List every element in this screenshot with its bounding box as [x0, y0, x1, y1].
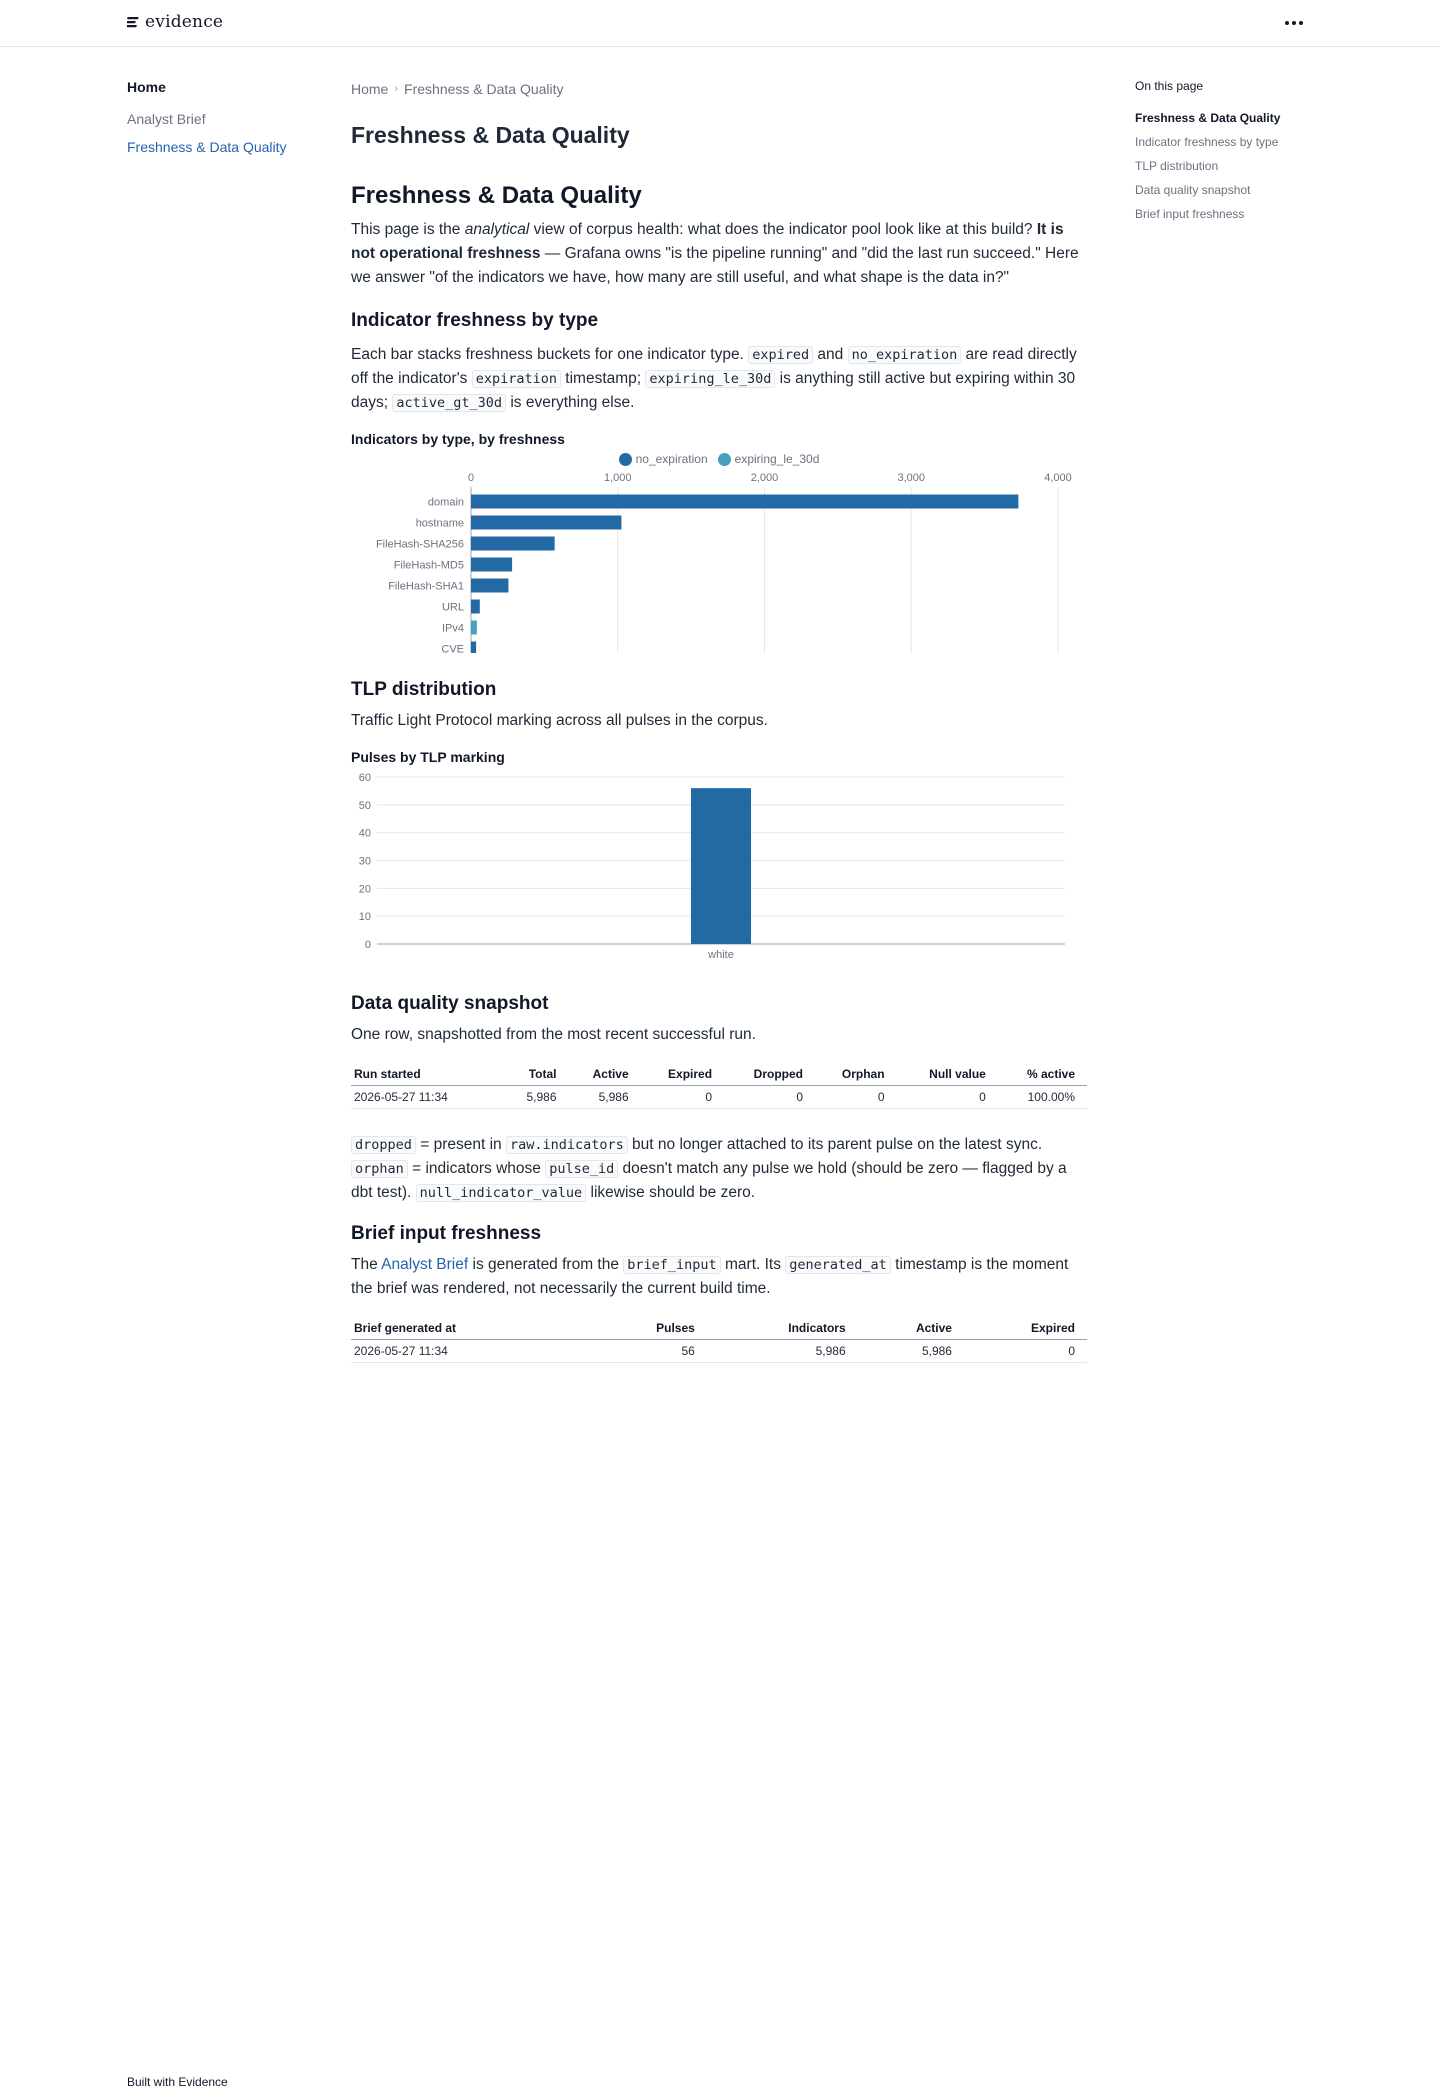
- code-orphan: orphan: [351, 1160, 408, 1178]
- bar-segment: [471, 600, 480, 614]
- intro-heading: Freshness & Data Quality: [351, 182, 642, 209]
- y-tick-label: 20: [358, 883, 371, 896]
- x-tick-label: 0: [467, 472, 475, 484]
- freshness-chart-title: Indicators by type, by freshness: [351, 431, 565, 447]
- code-expiring-le-30d: expiring_le_30d: [645, 370, 775, 388]
- y-tick-label: FileHash-SHA256: [375, 538, 464, 551]
- sidebar-item-analyst-brief[interactable]: Analyst Brief: [127, 111, 206, 127]
- y-tick-label: IPv4: [441, 622, 464, 635]
- column-header[interactable]: Expired: [964, 1317, 1087, 1340]
- column-header[interactable]: Indicators: [707, 1317, 858, 1340]
- bar-segment: [471, 537, 555, 551]
- y-tick-label: URL: [441, 601, 464, 614]
- dq-heading: Data quality snapshot: [351, 993, 549, 1014]
- bar: [691, 788, 751, 944]
- sidebar-item-freshness[interactable]: Freshness & Data Quality: [127, 139, 287, 155]
- toc-item-brief-input[interactable]: Brief input freshness: [1135, 207, 1245, 221]
- indicator-freshness-chart: [351, 467, 1087, 653]
- code-no-expiration: no_expiration: [848, 346, 962, 364]
- x-tick-label: 3,000: [897, 472, 926, 484]
- freshness-text-6: is everything else.: [506, 394, 635, 411]
- legend-dot-icon: [619, 453, 632, 466]
- intro-text-b: view of corpus health: what does the indicator pool look like at this build?: [529, 221, 1037, 238]
- evidence-logo[interactable]: [127, 12, 223, 32]
- toc-item-indicator-freshness[interactable]: Indicator freshness by type: [1135, 135, 1279, 149]
- column-header[interactable]: % active: [998, 1063, 1087, 1086]
- y-tick-label: FileHash-SHA1: [388, 580, 464, 593]
- table-of-contents: [1135, 79, 1355, 231]
- y-tick-label: 10: [358, 911, 371, 924]
- y-tick-label: 50: [358, 799, 371, 812]
- bar-segment: [471, 642, 476, 654]
- table-cell: 5,986: [505, 1086, 569, 1109]
- column-header[interactable]: Pulses: [595, 1317, 707, 1340]
- code-expired: expired: [748, 346, 813, 364]
- bar-segment: [471, 558, 512, 572]
- y-tick-label: CVE: [441, 643, 464, 653]
- column-header[interactable]: Brief generated at: [351, 1317, 595, 1340]
- x-tick-label: white: [708, 949, 734, 961]
- dq-note-text-5: likewise should be zero.: [586, 1184, 756, 1201]
- top-bar: [0, 0, 1440, 47]
- code-raw-indicators: raw.indicators: [506, 1136, 628, 1154]
- code-null-indicator-value: null_indicator_value: [416, 1184, 587, 1202]
- code-generated-at: generated_at: [785, 1256, 891, 1274]
- table-cell: 0: [897, 1086, 998, 1109]
- tlp-paragraph: Traffic Light Protocol marking across all pulses in the corpus.: [351, 712, 768, 729]
- main-content: [351, 79, 1087, 1363]
- table-row: [351, 1340, 1087, 1363]
- brief-text-1: The: [351, 1256, 382, 1273]
- y-tick-label: hostname: [415, 517, 464, 530]
- x-tick-label: 1,000: [603, 472, 632, 484]
- toc-title: On this page: [1135, 79, 1204, 93]
- code-brief-input: brief_input: [623, 1256, 720, 1274]
- table-cell: 0: [641, 1086, 724, 1109]
- tlp-heading: TLP distribution: [351, 679, 497, 700]
- breadcrumb-current[interactable]: Freshness & Data Quality: [404, 81, 564, 97]
- data-quality-table: [351, 1063, 1087, 1109]
- freshness-text-3: are read directly off the indicator's: [351, 346, 1077, 387]
- table-cell: 5,986: [707, 1340, 858, 1363]
- y-tick-label: 30: [358, 855, 371, 868]
- intro-text-a: This page is the: [351, 221, 465, 238]
- dq-paragraph: One row, snapshotted from the most recent successful run.: [351, 1026, 756, 1043]
- freshness-text-2: and: [813, 346, 848, 363]
- freshness-heading: Indicator freshness by type: [351, 310, 599, 331]
- column-header[interactable]: Active: [858, 1317, 964, 1340]
- tlp-chart: [351, 767, 1087, 975]
- table-cell: 0: [815, 1086, 897, 1109]
- table-cell: 100.00%: [998, 1086, 1087, 1109]
- table-cell: 0: [964, 1340, 1087, 1363]
- legend-label-no-expiration: no_expiration: [635, 452, 708, 466]
- tlp-chart-title: Pulses by TLP marking: [351, 749, 505, 765]
- page-title: Freshness & Data Quality: [351, 122, 630, 148]
- y-tick-label: domain: [427, 496, 464, 509]
- brief-paragraph: [351, 1253, 1087, 1301]
- chevron-right-icon: ›: [394, 83, 399, 95]
- code-dropped: dropped: [351, 1136, 416, 1154]
- y-tick-label: 0: [364, 939, 371, 951]
- bar-segment: [471, 495, 1018, 509]
- footer-text[interactable]: Built with Evidence: [127, 2075, 228, 2089]
- x-tick-label: 4,000: [1044, 472, 1072, 484]
- bar-segment: [471, 621, 477, 635]
- toc-item-data-quality[interactable]: Data quality snapshot: [1135, 183, 1251, 197]
- table-header-row: [351, 1317, 1087, 1340]
- bar-segment: [471, 516, 621, 530]
- table-cell: 2026-05-27 11:34: [351, 1340, 595, 1363]
- code-pulse-id: pulse_id: [545, 1160, 618, 1178]
- x-tick-label: 2,000: [750, 472, 779, 484]
- sidebar-nav: [127, 79, 327, 167]
- column-header[interactable]: Total: [505, 1063, 569, 1086]
- breadcrumb-home[interactable]: Home: [351, 81, 389, 97]
- dq-note-text-2: but no longer attached to its parent pulse on the latest sync.: [627, 1136, 1043, 1153]
- code-expiration: expiration: [472, 370, 561, 388]
- dq-notes-paragraph: [351, 1133, 1087, 1205]
- legend-dot-icon: [718, 453, 731, 466]
- column-header[interactable]: Expired: [641, 1063, 724, 1086]
- toc-item-freshness[interactable]: Freshness & Data Quality: [1135, 111, 1281, 125]
- evidence-logo-icon: [127, 15, 141, 29]
- table-header-row: [351, 1063, 1087, 1086]
- dq-note-text-3: = indicators whose: [407, 1160, 546, 1177]
- y-tick-label: 40: [358, 827, 371, 840]
- column-header[interactable]: Run started: [351, 1063, 505, 1086]
- bar-segment: [471, 579, 508, 593]
- freshness-paragraph: [351, 343, 1087, 415]
- legend-item-expiring[interactable]: [718, 452, 820, 466]
- column-header[interactable]: Dropped: [724, 1063, 815, 1086]
- analyst-brief-link[interactable]: Analyst Brief: [381, 1256, 469, 1273]
- code-active-gt-30d: active_gt_30d: [392, 394, 506, 412]
- freshness-text-1: Each bar stacks freshness buckets for one indicator type.: [351, 346, 749, 363]
- y-tick-label: 60: [358, 772, 371, 784]
- column-header[interactable]: Active: [569, 1063, 641, 1086]
- more-menu-icon[interactable]: [1282, 13, 1306, 33]
- table-cell: 2026-05-27 11:34: [351, 1086, 505, 1109]
- legend-item-no-expiration[interactable]: [619, 452, 708, 466]
- intro-strong: It is not operational freshness: [351, 221, 1064, 262]
- table-cell: 5,986: [569, 1086, 641, 1109]
- dq-note-text-4: doesn't match any pulse we hold (should be zero — flagged by a dbt test).: [351, 1160, 1067, 1201]
- table-cell: 0: [724, 1086, 815, 1109]
- brief-heading: Brief input freshness: [351, 1223, 542, 1244]
- table-cell: 5,986: [858, 1340, 964, 1363]
- table-row: [351, 1086, 1087, 1109]
- intro-text-c: — Grafana owns "is the pipeline running" and "did the last run succeed." Here we answer "of the indicators we have, how many are still useful, and what shape is the data in?": [351, 245, 1079, 286]
- y-tick-label: FileHash-MD5: [393, 559, 464, 572]
- intro-paragraph: [351, 218, 1087, 290]
- brief-input-table: [351, 1317, 1087, 1363]
- dq-note-text-1: = present in: [415, 1136, 506, 1153]
- column-header[interactable]: Null value: [897, 1063, 998, 1086]
- freshness-chart-legend: [351, 451, 1087, 467]
- legend-label-expiring: expiring_le_30d: [734, 452, 820, 466]
- breadcrumb: [351, 79, 1087, 99]
- freshness-text-4: timestamp;: [561, 370, 646, 387]
- intro-emphasis: analytical: [464, 221, 530, 238]
- brief-text-3: mart. Its: [720, 1256, 786, 1273]
- toc-item-tlp[interactable]: TLP distribution: [1135, 159, 1219, 173]
- logo-text: evidence: [145, 12, 224, 32]
- table-cell: 56: [595, 1340, 707, 1363]
- brief-text-2: is generated from the: [468, 1256, 624, 1273]
- brief-text-4: timestamp is the moment the brief was rendered, not necessarily the current build time.: [351, 1256, 1069, 1297]
- freshness-text-5: is anything still active but expiring within 30 days;: [351, 370, 1076, 411]
- column-header[interactable]: Orphan: [815, 1063, 897, 1086]
- sidebar-item-home[interactable]: Home: [127, 79, 166, 95]
